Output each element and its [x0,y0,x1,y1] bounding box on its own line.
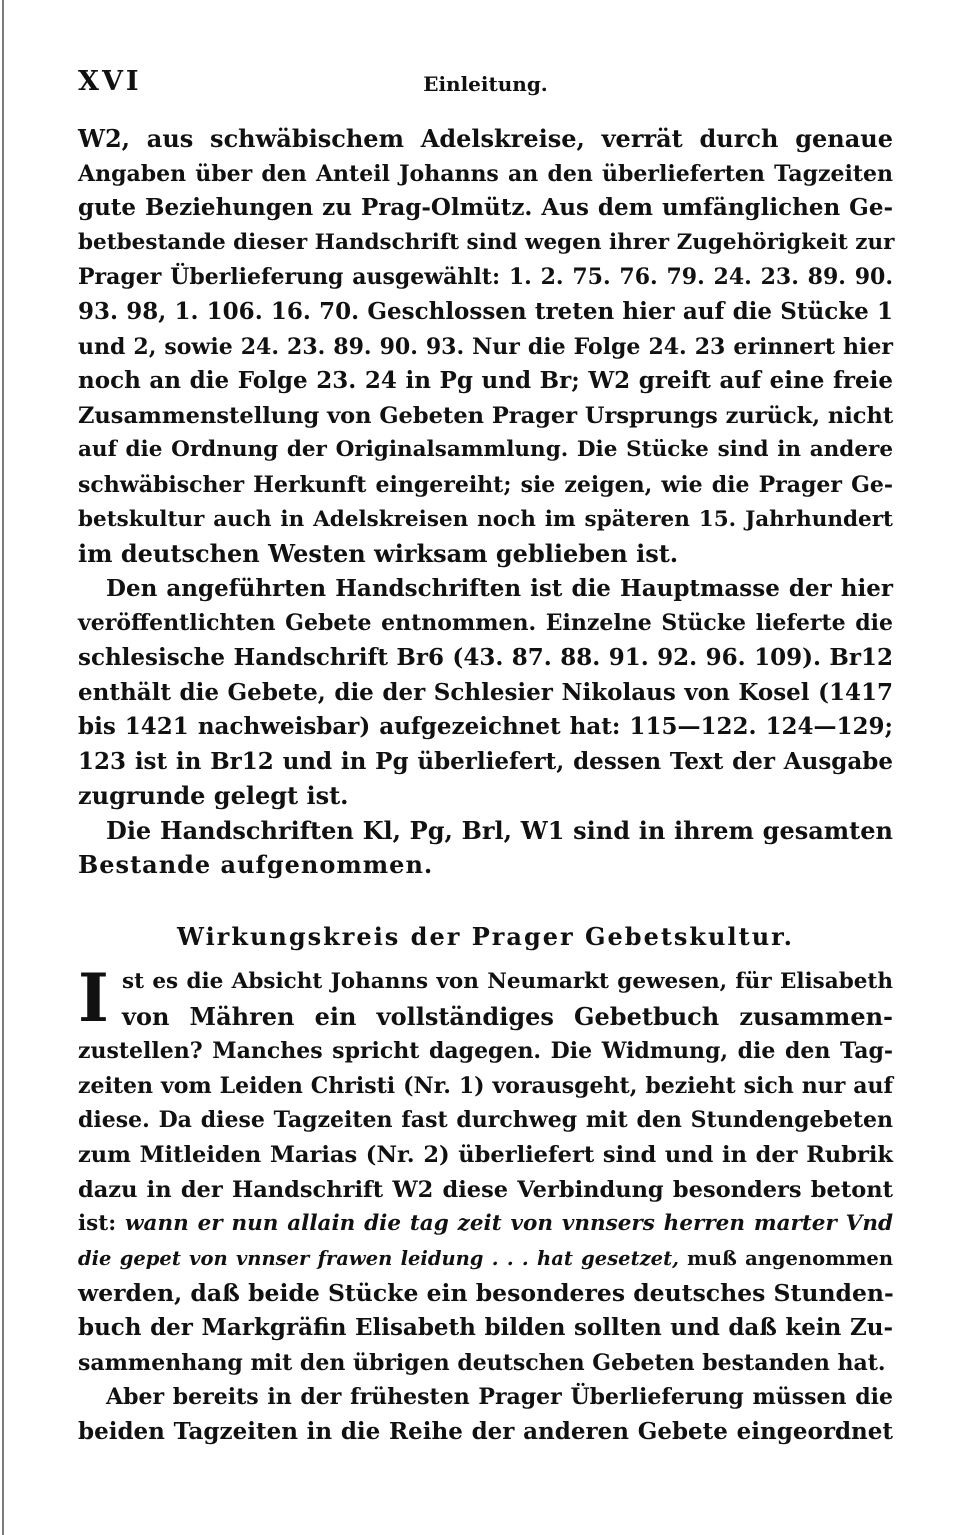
text-line: Den angeführten Handschriften ist die Hauptmasse der hier [106,574,893,602]
page-header [78,60,893,100]
text-line: Bestande aufgenommen. [78,850,434,880]
running-head: Einleitung. [423,72,548,96]
book-page [78,60,893,1449]
text-line: schwäbischer Herkunft eingereiht; sie zeigen, wie die Prager Ge- [78,471,893,498]
section-paragraph [78,959,894,1380]
text-line: 93. 98, 1. 106. 16. 70. Geschlossen treten hier auf die Stücke 1 [78,297,893,325]
text-line: zeiten vom Leiden Christi (Nr. 1) vorausgeht, bezieht sich nur auf [78,1072,893,1099]
text-line: noch an die Folge 23. 24 in Pg und Br; W2 greift auf eine freie [78,367,893,395]
text-line: von Mähren ein vollständiges Gebetbuch zusammen- [122,1001,893,1031]
text-line: und 2, sowie 24. 23. 89. 90. 93. Nur die Folge 24. 23 erinnert hier [78,333,893,360]
section-heading: Wirkungskreis der Prager Gebetskultur. [177,922,794,952]
text-line: Aber bereits in der frühesten Prager Überlieferung müssen die [106,1384,893,1411]
text-line: diese. Da diese Tagzeiten fast durchweg mit den Stundengebeten [78,1107,893,1134]
text-line-quote [78,1207,893,1242]
text-line: bis 1421 nachweisbar) aufgezeichnet hat: 115—122. 124—129; [78,713,893,741]
paragraph-manuscripts [78,814,893,883]
text-line: Zusammenstellung von Gebeten Prager Ursprungs zurück, nicht [78,402,894,429]
text-line: W2, aus schwäbischem Adelskreise, verrät durch genaue [78,124,893,153]
text-line: schlesische Handschrift Br6 (43. 87. 88. 91. 92. 96. 109). Br12 [78,643,893,671]
text-line-quote [78,1242,893,1277]
text-line: Prager Überlieferung ausgewählt: 1. 2. 75. 76. 79. 24. 23. 89. 90. [78,264,893,291]
text-line: st es die Absicht Johanns von Neumarkt gewesen, für Elisabeth [122,969,893,995]
text-line: dazu in der Handschrift W2 diese Verbindung besonders betont [78,1176,893,1203]
quote-lead: ist: [78,1211,126,1237]
text-line: betbestande dieser Handschrift sind wegen ihrer Zugehörigkeit zur [78,229,895,255]
text-line: zugrunde gelegt ist. [78,781,349,811]
paragraph-sources [78,572,893,814]
section-paragraph-2 [78,1380,893,1449]
text-line: im deutschen Westen wirksam geblieben ist. [78,539,679,569]
page-body [78,122,893,1449]
drop-cap: I [78,959,109,1038]
text-line: auf die Ordnung der Originalsammlung. Die Stücke sind in andere [78,437,893,463]
text-line: gute Beziehungen zu Prag-Olmütz. Aus dem umfänglichen Ge- [78,194,893,222]
text-line: betskultur auch in Adelskreisen noch im späteren 15. Jahrhundert [78,506,893,532]
text-line: beiden Tagzeiten in die Reihe der anderen Gebete eingeordnet [78,1417,893,1445]
quote-tail: muß angenommen [678,1246,894,1270]
text-line: zustellen? Manches spricht dagegen. Die Widmung, die den Tag- [78,1038,893,1065]
text-line: enthält die Gebete, die der Schlesier Nikolaus von Kosel (1417 [78,678,893,706]
text-line: veröffentlichten Gebete entnommen. Einzelne Stücke lieferte die [78,610,893,637]
page-edge-line [2,0,4,1535]
text-line: werden, daß beide Stücke ein besonderes deutsches Stunden- [78,1279,894,1308]
text-line: zum Mitleiden Marias (Nr. 2) überliefert sind und in der Rubrik [78,1142,893,1169]
paragraph-w2 [78,122,893,572]
text-line: Die Handschriften Kl, Pg, Brl, W1 sind in ihrem gesamten [106,815,893,845]
text-line: 123 ist in Br12 und in Pg überliefert, dessen Text der Ausgabe [78,747,893,775]
quote-italic: die gepet von vnnser frawen leidung . . . hat gesetzet, [78,1246,679,1270]
text-line: buch der Markgräfin Elisabeth bilden sollten und daß kein Zu- [78,1314,893,1341]
page-number: XVI [78,66,142,97]
text-line: Angaben über den Anteil Johanns an den überlieferten Tagzeiten [78,160,893,187]
quote-italic: wann er nun allain die tag zeit von vnnsers herren marter Vnd [125,1211,893,1237]
text-line: sammenhang mit den übrigen deutschen Gebeten bestanden hat. [78,1349,886,1376]
